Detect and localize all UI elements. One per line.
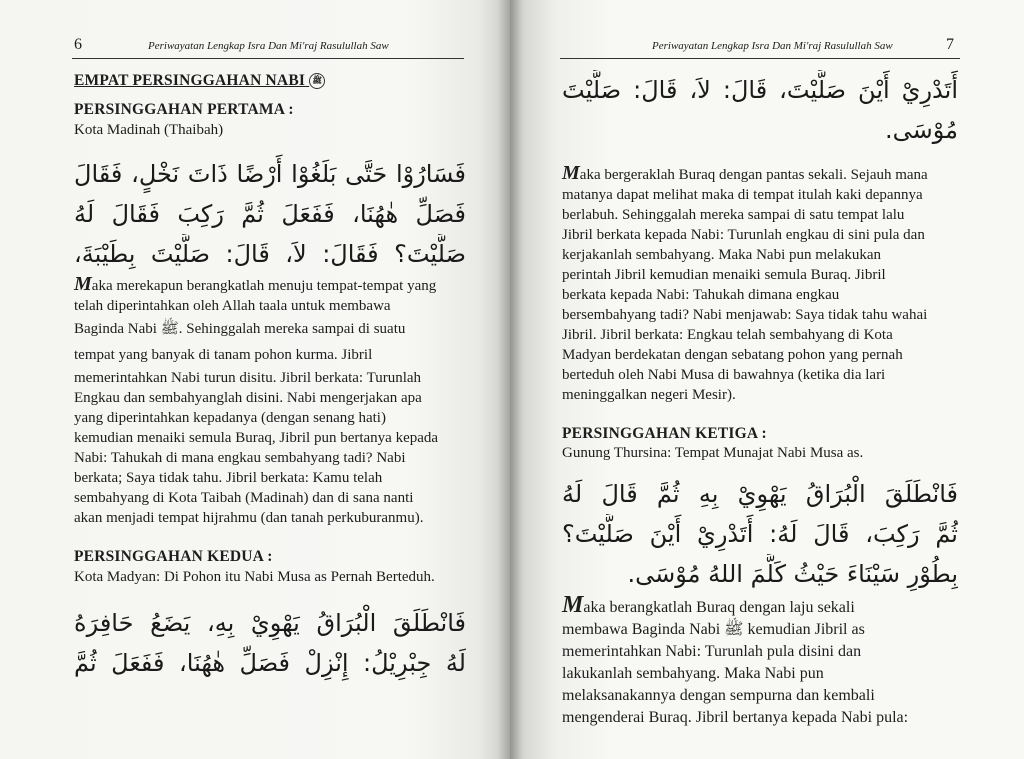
section-title: PERSINGGAHAN PERTAMA : xyxy=(74,101,294,118)
header-rule xyxy=(72,58,464,59)
saw-seal-icon: ﷺ xyxy=(309,73,325,89)
body-line: kerjakanlah sembahyang. Maka Nabi pun melakukan xyxy=(562,247,882,263)
drop-cap: M xyxy=(74,273,92,295)
body-line: matanya dapat melihat maka di tempat itulah kaki depannya xyxy=(562,187,923,203)
arabic-passage xyxy=(74,603,466,683)
body-line: bersembahyang tadi? Nabi menjawab: Saya tidak tahu wahai xyxy=(562,307,928,323)
arabic-line: فَانْطَلَقَ الْبُرَاقُ يَهْوِيْ بِهِ، يَضَعُ حَافِرَهُ xyxy=(74,609,466,637)
body-line: kemudian menaiki semula Buraq, Jibril pun bertanya kepada xyxy=(74,430,439,446)
body-paragraph xyxy=(74,274,466,528)
body-line: telah diperintahkan oleh Allah taala untuk membawa xyxy=(74,298,391,314)
body-line: meninggalkan negeri Mesir). xyxy=(562,387,736,403)
drop-cap: M xyxy=(562,162,580,184)
body-line: Engkau dan sembahyanglah disini. Nabi mengerjakan apa xyxy=(74,390,422,406)
body-line xyxy=(74,274,466,296)
main-heading-text: EMPAT PERSINGGAHAN NABI xyxy=(74,72,306,89)
body-line: melaksanakannya dengan sempurna dan kembali xyxy=(562,687,875,704)
body-line: Madyan berdekatan dengan sebatang pohon yang pernah xyxy=(562,347,903,363)
header-rule xyxy=(560,58,960,59)
arabic-passage xyxy=(74,154,466,274)
section-subtitle: Gunung Thursina: Tempat Munajat Nabi Musa as. xyxy=(562,445,864,461)
body-line-text: aka merekapun berangkatlah menuju tempat-tempat yang xyxy=(91,278,437,294)
body-line: memerintahkan Nabi turun disitu. Jibril berkata: Turunlah xyxy=(74,370,422,386)
arabic-line: لَهُ جِبْرِيْلُ: إِنْزِلْ فَصَلِّ هٰهُنَا، فَفَعَلَ ثُمَّ xyxy=(74,649,466,677)
page-number: 6 xyxy=(74,36,82,53)
body-line: mengenderai Buraq. Jibril bertanya kepada Nabi pula: xyxy=(562,709,909,726)
body-line: membawa Baginda Nabi ﷺ kemudian Jibril as xyxy=(562,621,865,638)
arabic-line: فَانْطَلَقَ الْبُرَاقُ يَهْوِيْ بِهِ ثُمَّ قَالَ لَهُ xyxy=(562,480,958,508)
page-number: 7 xyxy=(946,36,954,53)
body-line: memerintahkan Nabi: Turunlah pula disini dan xyxy=(562,643,862,660)
body-line: yang diperintahkan kepadanya (dengan senang hati) xyxy=(74,410,386,426)
main-heading xyxy=(74,72,325,90)
body-line: tempat yang banyak di tanam pohon kurma. Jibril xyxy=(74,347,373,363)
arabic-line: أَتَدْرِيْ أَيْنَ صَلَّيْتَ، قَالَ: لاَ، قَالَ: صَلَّيْتَ xyxy=(562,76,958,104)
drop-cap: M xyxy=(562,592,584,618)
section-title: PERSINGGAHAN KETIGA : xyxy=(562,425,767,442)
body-line: berlabuh. Sehinggalah mereka sampai di satu tempat lalu xyxy=(562,207,905,223)
body-line: perintah Jibril kemudian menaiki semula Buraq. Jibril xyxy=(562,267,886,283)
arabic-passage xyxy=(562,70,958,150)
body-line: berteduh oleh Nabi Musa di bawahnya (ketika dia lari xyxy=(562,367,886,383)
arabic-line: فَسَارُوْا حَتَّى بَلَغُوْا أَرْضًا ذَاتَ نَخْلٍ، فَقَالَ xyxy=(74,160,466,188)
book-gutter-shadow xyxy=(498,0,522,759)
left-page xyxy=(0,0,510,759)
body-paragraph xyxy=(562,163,958,405)
body-line: Nabi: Tahukah di mana engkau sembahyang tadi? Nabi xyxy=(74,450,406,466)
body-paragraph xyxy=(562,594,958,729)
body-line xyxy=(562,163,958,185)
body-line-text: aka bergeraklah Buraq dengan pantas sekali. Sejauh mana xyxy=(579,167,928,183)
body-line-text: aka berangkatlah Buraq dengan laju sekali xyxy=(583,599,855,616)
right-page xyxy=(510,0,1024,759)
arabic-line: بِطُوْرِ سَيْنَاءَ حَيْثُ كَلَّمَ اللهُ مُوْسَى. xyxy=(627,560,958,588)
body-line: lakukanlah sembahyang. Maka Nabi pun xyxy=(562,665,824,682)
arabic-line: صَلَّيْتَ؟ فَقَالَ: لاَ، قَالَ: صَلَّيْتَ بِطَيْبَةَ، xyxy=(74,240,466,268)
body-line xyxy=(562,594,958,619)
section-subtitle: Kota Madinah (Thaibah) xyxy=(74,122,224,138)
arabic-passage xyxy=(562,474,958,594)
section-title: PERSINGGAHAN KEDUA : xyxy=(74,548,273,565)
arabic-line: فَصَلِّ هٰهُنَا، فَفَعَلَ ثُمَّ رَكِبَ فَقَالَ لَهُ xyxy=(74,200,466,228)
body-line: Baginda Nabi ﷺ. Sehinggalah mereka sampai di suatu xyxy=(74,321,406,337)
body-line: sembahyang di Kota Taibah (Madinah) dan di sana nanti xyxy=(74,490,414,506)
running-head: Periwayatan Lengkap Isra Dan Mi'raj Rasulullah Saw xyxy=(148,40,389,52)
arabic-line: ثُمَّ رَكِبَ، قَالَ لَهُ: أَتَدْرِيْ أَيْنَ صَلَّيْتَ؟ xyxy=(562,520,958,548)
body-line: Jibril berkata kepada Nabi: Turunlah engkau di sini pula dan xyxy=(562,227,925,243)
body-line: Jibril. Jibril berkata: Engkau telah sembahyang di Kota xyxy=(562,327,893,343)
body-line: berkata kepada Nabi: Tahukah dimana engkau xyxy=(562,287,840,303)
body-line: berkata; Saya tidak tahu. Jibril berkata: Kamu telah xyxy=(74,470,383,486)
body-line: akan menjadi tempat hijrahmu (dan tanah perkuburanmu). xyxy=(74,510,424,526)
arabic-line: مُوْسَى. xyxy=(885,116,958,144)
running-head: Periwayatan Lengkap Isra Dan Mi'raj Rasulullah Saw xyxy=(652,40,893,52)
section-subtitle: Kota Madyan: Di Pohon itu Nabi Musa as Pernah Berteduh. xyxy=(74,569,435,585)
